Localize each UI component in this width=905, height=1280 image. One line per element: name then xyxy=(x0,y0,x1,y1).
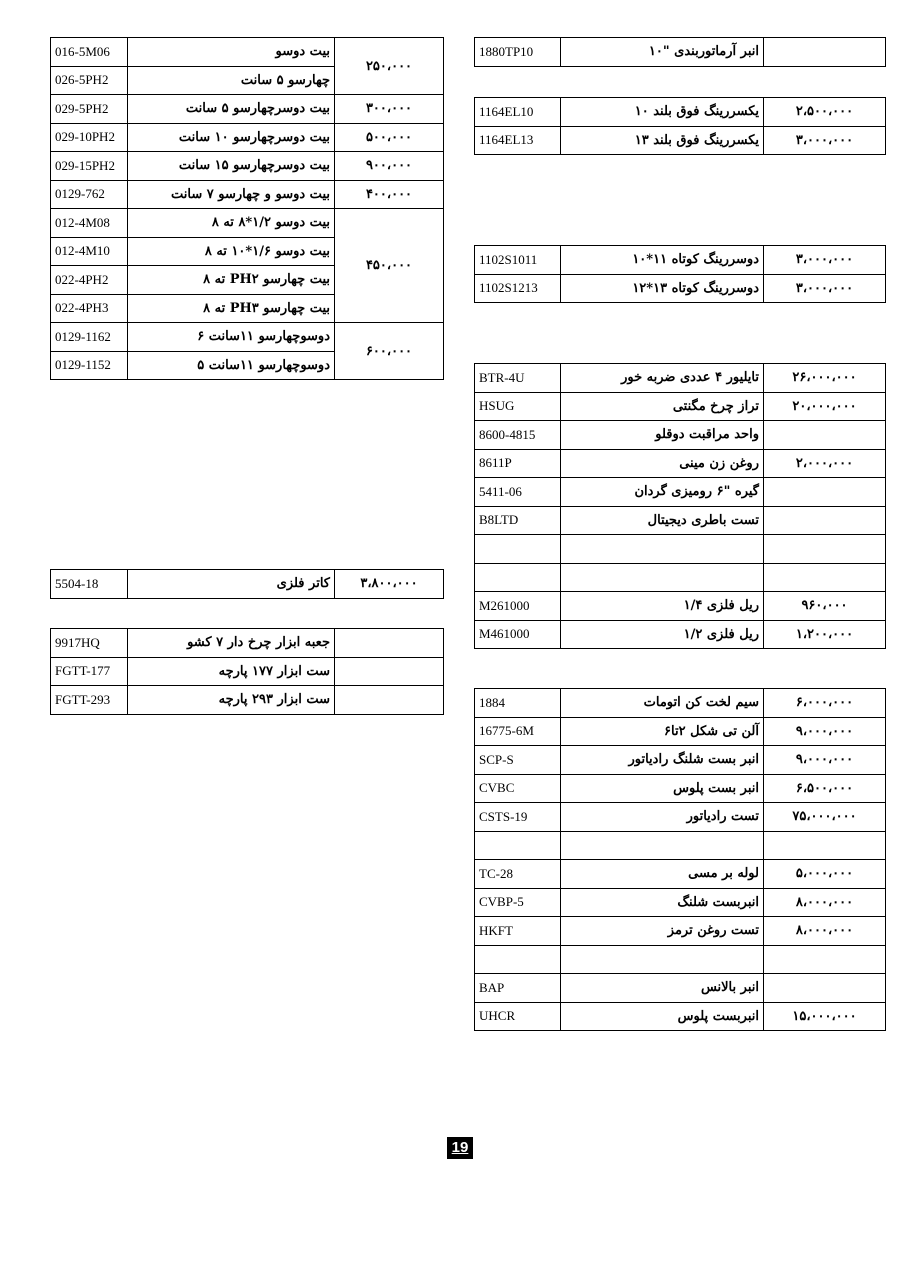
item-code: 1102S1213 xyxy=(475,274,561,303)
item-name: لوله بر مسی xyxy=(561,860,764,889)
item-price: ۲،۰۰۰،۰۰۰ xyxy=(764,449,886,478)
item-price xyxy=(764,535,886,564)
table-row xyxy=(475,774,886,803)
item-code: 0129-1162 xyxy=(51,323,128,352)
table-row xyxy=(475,717,886,746)
item-price: ۶،۰۰۰،۰۰۰ xyxy=(764,689,886,718)
item-name: انبر بالانس xyxy=(561,974,764,1003)
item-code xyxy=(475,945,561,974)
table-row xyxy=(475,126,886,155)
table-row xyxy=(51,570,444,599)
item-name: ریل فلزی ۱/۴ xyxy=(561,592,764,621)
item-price: ۹،۰۰۰،۰۰۰ xyxy=(764,717,886,746)
item-name: بیت دوسو و چهارسو ۷ سانت xyxy=(128,180,335,209)
item-code: B8LTD xyxy=(475,506,561,535)
item-price: ۲۶،۰۰۰،۰۰۰ xyxy=(764,364,886,393)
item-price: ۲۰،۰۰۰،۰۰۰ xyxy=(764,392,886,421)
item-name: جعبه ابزار چرخ دار ۷ کشو xyxy=(128,629,335,658)
item-code: 8600-4815 xyxy=(475,421,561,450)
item-price: ۷۵،۰۰۰،۰۰۰ xyxy=(764,803,886,832)
item-code: BAP xyxy=(475,974,561,1003)
item-code: 016-5M06 xyxy=(51,38,128,67)
item-code xyxy=(475,563,561,592)
item-price xyxy=(335,686,444,715)
page-number: 19 xyxy=(447,1137,473,1159)
table-row xyxy=(475,506,886,535)
table-row xyxy=(475,592,886,621)
item-price: ۳،۰۰۰،۰۰۰ xyxy=(764,274,886,303)
item-name: بیت چهارسو PH۲ ته ۸ xyxy=(128,266,335,295)
item-name: یکسررینگ فوق بلند ۱۰ xyxy=(561,98,764,127)
item-name: انبربست پلوس xyxy=(561,1002,764,1031)
table-row xyxy=(51,38,444,67)
price-table-shop-tools xyxy=(474,363,886,649)
table-row xyxy=(475,364,886,393)
item-code: 1880TP10 xyxy=(475,38,561,67)
item-code: CVBP-5 xyxy=(475,888,561,917)
item-name: گیره "۶ رومیزی گردان xyxy=(561,478,764,507)
table-row xyxy=(475,974,886,1003)
item-price: ۵،۰۰۰،۰۰۰ xyxy=(764,860,886,889)
item-name: بیت دوسرچهارسو ۱۰ سانت xyxy=(128,123,335,152)
item-name: دوسوچهارسو ۱۱سانت ۶ xyxy=(128,323,335,352)
item-name xyxy=(561,831,764,860)
price-table-long-wrenches xyxy=(474,97,886,155)
table-row xyxy=(475,421,886,450)
item-price xyxy=(764,38,886,67)
item-code: 0129-1152 xyxy=(51,351,128,380)
item-price xyxy=(764,974,886,1003)
item-name: دوسوچهارسو ۱۱سانت ۵ xyxy=(128,351,335,380)
table-row xyxy=(475,746,886,775)
table-row xyxy=(51,95,444,124)
table-row xyxy=(51,323,444,352)
item-price: ۳،۸۰۰،۰۰۰ xyxy=(335,570,444,599)
item-price: ۱،۲۰۰،۰۰۰ xyxy=(764,620,886,649)
table-row xyxy=(475,803,886,832)
table-row xyxy=(475,274,886,303)
price-table-rebar-plier xyxy=(474,37,886,67)
table-row xyxy=(51,657,444,686)
table-row xyxy=(51,152,444,181)
price-table-auto-tools xyxy=(474,688,886,1031)
item-name: یکسررینگ فوق بلند ۱۳ xyxy=(561,126,764,155)
item-code: 029-5PH2 xyxy=(51,95,128,124)
item-name: انبر بست شلنگ رادیاتور xyxy=(561,746,764,775)
item-name: تایلیور ۴ عددی ضربه خور xyxy=(561,364,764,393)
item-code: TC-28 xyxy=(475,860,561,889)
item-name: سیم لخت کن اتومات xyxy=(561,689,764,718)
table-row xyxy=(475,449,886,478)
item-name: دوسررینگ کوتاه ۱۳*۱۲ xyxy=(561,274,764,303)
table-row xyxy=(475,689,886,718)
item-price: ۱۵،۰۰۰،۰۰۰ xyxy=(764,1002,886,1031)
table-row xyxy=(475,917,886,946)
item-price: ۳،۰۰۰،۰۰۰ xyxy=(764,246,886,275)
item-price: ۳۰۰،۰۰۰ xyxy=(335,95,444,124)
item-code: 5411-06 xyxy=(475,478,561,507)
item-code xyxy=(475,831,561,860)
item-name xyxy=(561,945,764,974)
table-row xyxy=(51,123,444,152)
item-price xyxy=(764,563,886,592)
table-row xyxy=(51,629,444,658)
item-price xyxy=(764,945,886,974)
item-code: 012-4M10 xyxy=(51,237,128,266)
item-name: بیت دوسو xyxy=(128,38,335,67)
item-code: 022-4PH3 xyxy=(51,294,128,323)
item-name: بیت چهارسو PH۳ ته ۸ xyxy=(128,294,335,323)
item-code: 1102S1011 xyxy=(475,246,561,275)
item-code: 012-4M08 xyxy=(51,209,128,238)
item-price: ۲۵۰،۰۰۰ xyxy=(335,38,444,95)
item-name: بیت دوسو ۱/۲*۸ ته ۸ xyxy=(128,209,335,238)
item-name: چهارسو ۵ سانت xyxy=(128,66,335,95)
item-price xyxy=(764,478,886,507)
item-name: تست رادیاتور xyxy=(561,803,764,832)
item-code: HSUG xyxy=(475,392,561,421)
table-row xyxy=(475,478,886,507)
item-code: CVBC xyxy=(475,774,561,803)
table-row xyxy=(475,563,886,592)
item-price xyxy=(335,629,444,658)
table-row xyxy=(475,860,886,889)
price-table-cutter xyxy=(50,569,444,599)
item-price: ۸،۰۰۰،۰۰۰ xyxy=(764,888,886,917)
item-code: UHCR xyxy=(475,1002,561,1031)
item-name: انبربست شلنگ xyxy=(561,888,764,917)
item-name: ریل فلزی ۱/۲ xyxy=(561,620,764,649)
item-price xyxy=(764,506,886,535)
item-name: بیت دوسرچهارسو ۵ سانت xyxy=(128,95,335,124)
item-code: 8611P xyxy=(475,449,561,478)
item-name: بیت دوسو ۱/۶*۱۰ ته ۸ xyxy=(128,237,335,266)
item-name: واحد مراقبت دوقلو xyxy=(561,421,764,450)
item-code: 029-15PH2 xyxy=(51,152,128,181)
table-row xyxy=(475,945,886,974)
item-code: FGTT-177 xyxy=(51,657,128,686)
item-code: 1164EL13 xyxy=(475,126,561,155)
item-name: آلن تی شکل ۲تا۶ xyxy=(561,717,764,746)
item-code: BTR-4U xyxy=(475,364,561,393)
item-name xyxy=(561,563,764,592)
item-code: 022-4PH2 xyxy=(51,266,128,295)
item-code: 0129-762 xyxy=(51,180,128,209)
price-table-short-wrenches xyxy=(474,245,886,303)
item-code: SCP-S xyxy=(475,746,561,775)
item-name xyxy=(561,535,764,564)
item-price: ۹۰۰،۰۰۰ xyxy=(335,152,444,181)
item-price xyxy=(335,657,444,686)
item-code: 029-10PH2 xyxy=(51,123,128,152)
table-row xyxy=(51,180,444,209)
item-code: HKFT xyxy=(475,917,561,946)
item-code: 5504-18 xyxy=(51,570,128,599)
item-code: M461000 xyxy=(475,620,561,649)
item-price: ۹،۰۰۰،۰۰۰ xyxy=(764,746,886,775)
item-name: روغن زن مینی xyxy=(561,449,764,478)
table-row xyxy=(475,620,886,649)
item-code: CSTS-19 xyxy=(475,803,561,832)
item-name: ست ابزار ۲۹۳ پارچه xyxy=(128,686,335,715)
item-code: 026-5PH2 xyxy=(51,66,128,95)
item-price: ۶،۵۰۰،۰۰۰ xyxy=(764,774,886,803)
item-code: 1164EL10 xyxy=(475,98,561,127)
table-row xyxy=(475,1002,886,1031)
item-name: انبر آرماتوربندی "۱۰ xyxy=(561,38,764,67)
table-row xyxy=(51,686,444,715)
item-code: 9917HQ xyxy=(51,629,128,658)
item-price: ۴۰۰،۰۰۰ xyxy=(335,180,444,209)
price-table-bits xyxy=(50,37,444,380)
item-name: تراز چرخ مگنتی xyxy=(561,392,764,421)
table-row xyxy=(475,535,886,564)
table-row xyxy=(475,38,886,67)
item-price xyxy=(764,421,886,450)
item-price: ۴۵۰،۰۰۰ xyxy=(335,209,444,323)
item-name: دوسررینگ کوتاه ۱۱*۱۰ xyxy=(561,246,764,275)
item-price: ۶۰۰،۰۰۰ xyxy=(335,323,444,380)
item-price xyxy=(764,831,886,860)
item-name: تست باطری دیجیتال xyxy=(561,506,764,535)
table-row xyxy=(475,98,886,127)
item-code xyxy=(475,535,561,564)
item-name: تست روغن ترمز xyxy=(561,917,764,946)
table-row xyxy=(475,246,886,275)
price-table-toolboxes xyxy=(50,628,444,715)
item-code: 16775-6M xyxy=(475,717,561,746)
item-name: انبر بست پلوس xyxy=(561,774,764,803)
item-price: ۸،۰۰۰،۰۰۰ xyxy=(764,917,886,946)
item-code: FGTT-293 xyxy=(51,686,128,715)
item-name: ست ابزار ۱۷۷ پارچه xyxy=(128,657,335,686)
item-code: 1884 xyxy=(475,689,561,718)
item-price: ۳،۰۰۰،۰۰۰ xyxy=(764,126,886,155)
item-name: بیت دوسرچهارسو ۱۵ سانت xyxy=(128,152,335,181)
table-row xyxy=(475,392,886,421)
item-price: ۵۰۰،۰۰۰ xyxy=(335,123,444,152)
item-code: M261000 xyxy=(475,592,561,621)
item-price: ۲،۵۰۰،۰۰۰ xyxy=(764,98,886,127)
table-row xyxy=(475,888,886,917)
table-row xyxy=(475,831,886,860)
table-row xyxy=(51,209,444,238)
item-price: ۹۶۰،۰۰۰ xyxy=(764,592,886,621)
item-name: کاتر فلزی xyxy=(128,570,335,599)
